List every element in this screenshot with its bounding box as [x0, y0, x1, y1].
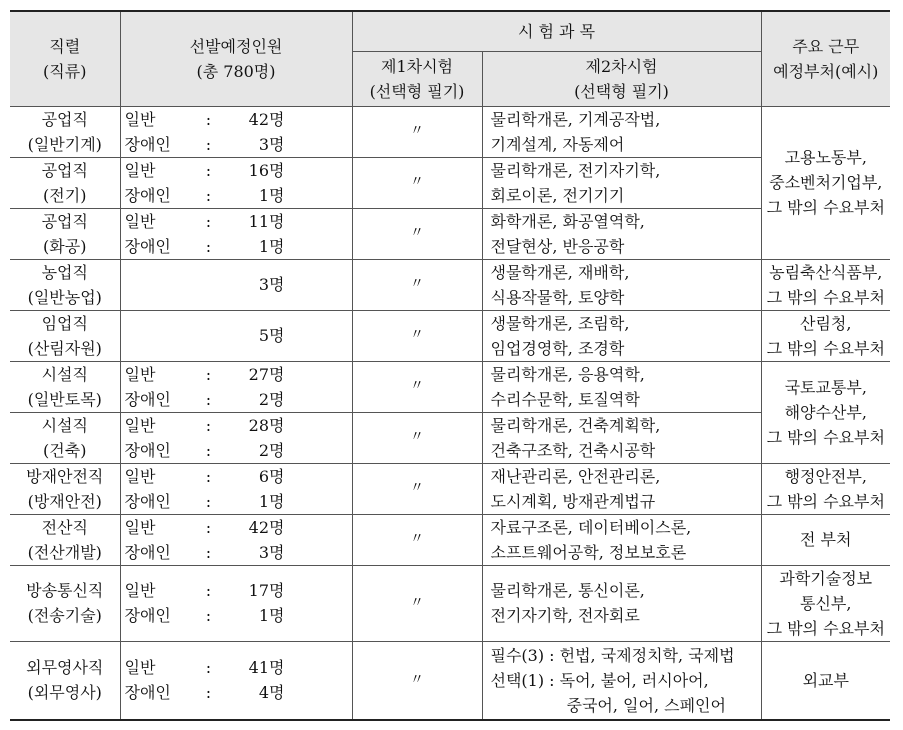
cell-text: :	[205, 658, 212, 678]
dept-cell	[761, 106, 890, 259]
table-cell: 〃	[352, 106, 482, 157]
dept-cell	[761, 259, 890, 310]
table-cell	[482, 514, 761, 565]
table-cell: 〃	[352, 361, 482, 412]
table-cell	[10, 565, 120, 641]
cell-text: 물리학개론, 응용역학,	[490, 364, 645, 384]
cell-text: 3명	[258, 275, 285, 294]
cell-text: 5명	[258, 326, 285, 345]
cell-text: :	[205, 466, 212, 486]
cell-text: 16명	[248, 160, 285, 180]
cell-text: 일반	[124, 160, 156, 180]
cell-text: 물리학개론, 건축계획학,	[490, 415, 661, 435]
cell-text: 27명	[248, 364, 285, 384]
cell-text: (건축)	[43, 440, 87, 460]
table-cell	[10, 106, 120, 157]
cell-text: (일반농업)	[27, 287, 102, 307]
table-cell	[482, 310, 761, 361]
table-row	[10, 157, 890, 208]
cell-text: 생물학개론, 조림학,	[490, 313, 630, 333]
cell-text: 전기자기학, 전자회로	[490, 606, 640, 625]
cell-text: 중국어, 일어, 스페인어	[566, 695, 726, 715]
cell-text: 3명	[258, 134, 285, 154]
cell-text: 장애인	[124, 683, 171, 703]
cell-text: 장애인	[124, 606, 171, 625]
cell-text: 일반	[124, 658, 156, 678]
table-cell	[120, 412, 352, 463]
table-cell: 〃	[352, 641, 482, 720]
cell-text: :	[205, 185, 212, 205]
table-cell	[120, 361, 352, 412]
cell-text: 제1차시험	[380, 56, 453, 76]
cell-text: :	[205, 517, 212, 537]
cell-text: 3명	[258, 542, 285, 562]
table-cell	[482, 641, 761, 720]
cell-text: 장애인	[124, 491, 171, 511]
cell-text: :	[205, 389, 212, 409]
cell-text: (총 780명)	[196, 61, 276, 81]
cell-text: 장애인	[124, 542, 171, 562]
cell-text: :	[205, 211, 212, 231]
cell-text: 42명	[248, 109, 285, 129]
cell-text: :	[205, 491, 212, 511]
cell-text: 장애인	[124, 389, 171, 409]
cell-text: 장애인	[124, 440, 171, 460]
cell-text: 수리수문학, 토질역학	[490, 389, 640, 409]
table-cell: 〃	[352, 514, 482, 565]
recruitment-table	[10, 10, 890, 721]
cell-text: 전달현상, 반응공학	[490, 236, 625, 256]
cell-text: 일반	[124, 211, 156, 231]
table-row	[10, 208, 890, 259]
cell-text: 1명	[258, 491, 285, 511]
cell-text: 장애인	[124, 185, 171, 205]
table-cell	[120, 463, 352, 514]
cell-text: 시설직	[41, 364, 88, 384]
cell-text: 도시계획, 방재관계법규	[490, 491, 656, 511]
table-cell: 〃	[352, 310, 482, 361]
cell-text: 농림축산식품부,	[769, 262, 883, 282]
cell-text: (외무영사)	[27, 683, 102, 703]
cell-text: 공업직	[41, 160, 88, 180]
cell-text: (일반기계)	[27, 134, 102, 154]
cell-text: 전 부처	[800, 530, 852, 549]
dept-cell	[761, 514, 890, 565]
cell-text: 기계설계, 자동제어	[490, 134, 625, 154]
table-cell	[482, 259, 761, 310]
table-row	[10, 463, 890, 514]
table-row	[10, 361, 890, 412]
cell-text: 공업직	[41, 211, 88, 231]
table-cell	[120, 259, 352, 310]
table-cell: 〃	[352, 463, 482, 514]
header-second-exam	[482, 51, 761, 106]
cell-text: 11명	[248, 211, 285, 231]
dept-cell	[761, 565, 890, 641]
cell-text: :	[205, 160, 212, 180]
cell-text: (방재안전)	[27, 491, 102, 511]
table-cell: 〃	[352, 157, 482, 208]
table-cell	[482, 361, 761, 412]
table-cell	[10, 412, 120, 463]
cell-text: :	[205, 440, 212, 460]
cell-text: 선택(1) : 독어, 불어, 러시아어,	[490, 670, 709, 690]
cell-text: 주요 근무	[792, 36, 860, 56]
table-cell: 〃	[352, 565, 482, 641]
cell-text: 일반	[124, 364, 156, 384]
table-cell	[120, 641, 352, 720]
table-row	[10, 514, 890, 565]
cell-text: 전산직	[41, 517, 88, 537]
cell-text: 소프트웨어공학, 정보보호론	[490, 542, 687, 562]
cell-text: :	[205, 683, 212, 703]
table-cell	[10, 514, 120, 565]
cell-text: 방재안전직	[26, 466, 104, 486]
table-cell	[482, 412, 761, 463]
cell-text: :	[205, 236, 212, 256]
cell-text: 재난관리론, 안전관리론,	[490, 466, 661, 486]
table-cell	[10, 157, 120, 208]
cell-text: 예정부처(예시)	[773, 61, 879, 81]
header-job-series	[10, 11, 120, 106]
cell-text: 산림청,	[800, 313, 852, 333]
cell-text: 그 밖의 수요부처	[766, 427, 885, 447]
cell-text: 17명	[248, 581, 285, 600]
cell-text: 직렬	[49, 36, 81, 56]
cell-text: 42명	[248, 517, 285, 537]
cell-text: (직류)	[43, 61, 87, 81]
table-row	[10, 565, 890, 641]
cell-text: 필수(3) : 헌법, 국제정치학, 국제법	[490, 645, 735, 665]
cell-text: 6명	[258, 466, 285, 486]
header-quota	[120, 11, 352, 106]
table-cell	[482, 463, 761, 514]
dept-cell	[761, 310, 890, 361]
cell-text: 공업직	[41, 109, 88, 129]
cell-text: 제2차시험	[585, 56, 658, 76]
table-cell	[120, 514, 352, 565]
cell-text: 임업직	[41, 313, 88, 333]
cell-text: 행정안전부,	[784, 466, 867, 486]
cell-text: (선택형 필기)	[369, 81, 465, 101]
cell-text: :	[205, 606, 212, 625]
cell-text: 물리학개론, 전기자기학,	[490, 160, 661, 180]
table-row	[10, 259, 890, 310]
cell-text: 일반	[124, 517, 156, 537]
table-cell	[10, 361, 120, 412]
table-cell	[10, 310, 120, 361]
cell-text: 1명	[258, 236, 285, 256]
cell-text: 1명	[258, 185, 285, 205]
table-cell	[120, 208, 352, 259]
table-cell: 〃	[352, 412, 482, 463]
cell-text: (전산개발)	[27, 542, 102, 562]
cell-text: :	[205, 581, 212, 600]
cell-text: 자료구조론, 데이터베이스론,	[490, 517, 692, 537]
table-cell: 〃	[352, 259, 482, 310]
cell-text: 물리학개론, 기계공작법,	[490, 109, 661, 129]
cell-text: (화공)	[43, 236, 87, 256]
cell-text: 회로이론, 전기기기	[490, 185, 625, 205]
cell-text: 장애인	[124, 134, 171, 154]
cell-text: 일반	[124, 466, 156, 486]
table-cell	[10, 641, 120, 720]
cell-text: 방송통신직	[26, 581, 104, 600]
cell-text: 중소벤처기업부,	[769, 173, 883, 192]
cell-text: 임업경영학, 조경학	[490, 338, 625, 358]
cell-text: 그 밖의 수요부처	[766, 338, 885, 358]
cell-text: 국토교통부,	[784, 377, 867, 397]
table-cell	[10, 259, 120, 310]
table-row	[10, 310, 890, 361]
cell-text: 시설직	[41, 415, 88, 435]
cell-text: 식용작물학, 토양학	[490, 287, 625, 307]
cell-text: 그 밖의 수요부처	[766, 198, 885, 217]
cell-text: (선택형 필기)	[574, 81, 669, 101]
cell-text: 1명	[258, 606, 285, 625]
cell-text: 통신부,	[800, 593, 852, 613]
table-row	[10, 641, 890, 720]
table-cell	[482, 157, 761, 208]
cell-text: (전송기술)	[27, 606, 102, 625]
cell-text: 그 밖의 수요부처	[766, 618, 885, 638]
table-cell	[482, 106, 761, 157]
cell-text: 생물학개론, 재배학,	[490, 262, 630, 282]
cell-text: 41명	[248, 658, 285, 678]
cell-text: 일반	[124, 581, 156, 600]
cell-text: 농업직	[41, 262, 88, 282]
cell-text: (전기)	[43, 185, 87, 205]
cell-text: 외무영사직	[26, 658, 104, 678]
cell-text: :	[205, 415, 212, 435]
table-cell	[120, 310, 352, 361]
table-cell	[482, 565, 761, 641]
table-cell	[10, 208, 120, 259]
header-departments	[761, 11, 890, 106]
cell-text: 과학기술정보	[779, 568, 873, 588]
cell-text: 2명	[258, 389, 285, 409]
recruitment-table-container	[10, 10, 890, 721]
cell-text: 해양수산부,	[784, 402, 867, 422]
cell-text: 일반	[124, 415, 156, 435]
cell-text: :	[205, 134, 212, 154]
cell-text: :	[205, 364, 212, 384]
cell-text: (일반토목)	[27, 389, 102, 409]
cell-text: 물리학개론, 통신이론,	[490, 581, 645, 600]
header-first-exam	[352, 51, 482, 106]
dept-cell	[761, 361, 890, 463]
cell-text: 고용노동부,	[784, 148, 867, 167]
cell-text: :	[205, 109, 212, 129]
cell-text: :	[205, 542, 212, 562]
table-cell	[120, 565, 352, 641]
cell-text: 그 밖의 수요부처	[766, 491, 885, 511]
cell-text: 선발예정인원	[189, 36, 283, 56]
table-cell	[120, 157, 352, 208]
cell-text: 화학개론, 화공열역학,	[490, 211, 645, 231]
cell-text: (산림자원)	[27, 338, 102, 358]
dept-cell	[761, 463, 890, 514]
cell-text: 그 밖의 수요부처	[766, 287, 885, 307]
dept-cell	[761, 641, 890, 720]
cell-text: 2명	[258, 440, 285, 460]
table-row	[10, 106, 890, 157]
table-cell: 〃	[352, 208, 482, 259]
cell-text: 장애인	[124, 236, 171, 256]
table-cell	[482, 208, 761, 259]
cell-text: 일반	[124, 109, 156, 129]
cell-text: 건축구조학, 건축시공학	[490, 440, 656, 460]
header-subjects: 시 험 과 목	[352, 11, 761, 51]
cell-text: 4명	[258, 683, 285, 703]
table-cell	[10, 463, 120, 514]
cell-text: 외교부	[802, 670, 849, 690]
table-cell	[120, 106, 352, 157]
cell-text: 28명	[248, 415, 285, 435]
table-row	[10, 412, 890, 463]
